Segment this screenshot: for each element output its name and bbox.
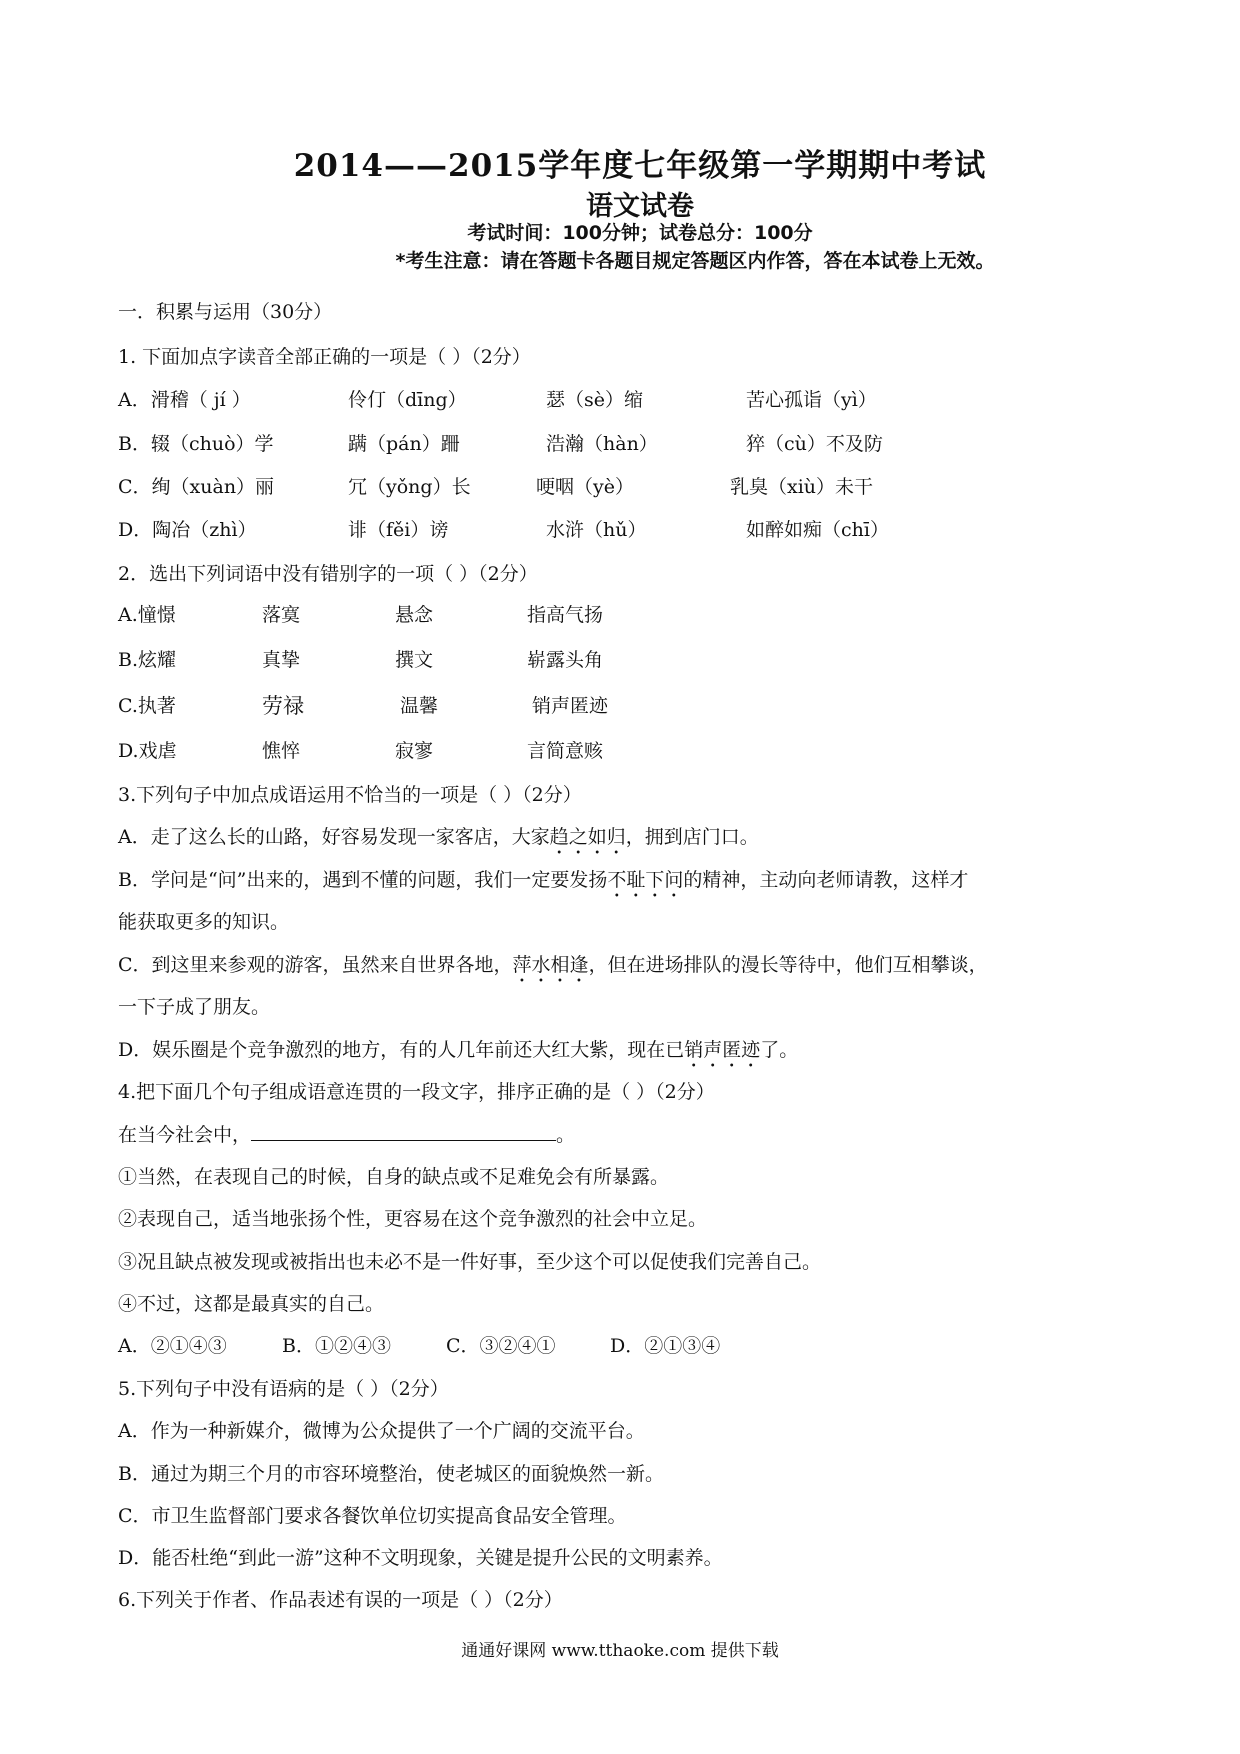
q2-option-d4: 言简意赅 <box>527 740 604 762</box>
q4-sentence-1: ①当然，在表现自己的时候，自身的缺点或不足难免会有所暴露。 <box>118 1166 670 1188</box>
q4-lead-post: 。 <box>556 1124 576 1146</box>
q6-stem: 6.下列关于作者、作品表述有误的一项是（ ）（2分） <box>118 1589 563 1611</box>
q3-option-c-cont: 一下子成了朋友。 <box>118 996 271 1018</box>
q4-option-a: A．②①④③ <box>118 1335 227 1357</box>
q3-stem: 3.下列句子中加点成语运用不恰当的一项是（ ）（2分） <box>118 784 582 806</box>
q3-c-pre: C．到这里来参观的游客，虽然来自世界各地， <box>118 954 513 976</box>
exam-notice: *考生注意：请在答题卡各题目规定答题区内作答，答在本试卷上无效。 <box>395 250 995 272</box>
q2-option-b2: 真挚 <box>262 649 301 671</box>
q3-c-post: ，但在进场排队的漫长等待中，他们互相攀谈， <box>588 954 988 976</box>
q2-option-b3: 撰文 <box>395 649 434 671</box>
q3-option-d <box>118 1038 798 1072</box>
section-title: 一．积累与运用（30分） <box>118 301 333 323</box>
q1-option-d1: D．陶冶（zhì） <box>118 519 257 541</box>
q2-option-c4: 销声匿迹 <box>532 695 609 717</box>
q2-option-a3: 悬念 <box>395 604 434 626</box>
q3-a-pre: A．走了这么长的山路，好容易发现一家客店，大家 <box>118 826 550 848</box>
q1-option-b2: 蹒（pán）跚 <box>348 433 460 455</box>
q1-option-b3: 浩瀚（hàn） <box>546 433 658 455</box>
q1-option-a3: 瑟（sè）缩 <box>546 389 643 411</box>
q2-option-d1: D.戏虐 <box>118 740 177 762</box>
q2-option-c3: 温馨 <box>400 695 439 717</box>
q5-option-c: C．市卫生监督部门要求各餐饮单位切实提高食品安全管理。 <box>118 1505 627 1527</box>
q3-option-b <box>118 868 968 902</box>
q4-lead <box>118 1122 575 1147</box>
exam-title: 2014——2015学年度七年级第一学期期中考试 <box>293 148 987 184</box>
q2-option-b4: 崭露头角 <box>527 649 604 671</box>
q3-d-post: 了。 <box>760 1039 799 1061</box>
footer-source: 通通好课网 www.tthaoke.com 提供下载 <box>461 1641 779 1661</box>
q4-sentence-4: ④不过，这都是最真实的自己。 <box>118 1293 385 1315</box>
q1-option-c1: C．绚（xuàn）丽 <box>118 476 275 498</box>
q5-stem: 5.下列句子中没有语病的是（ ）（2分） <box>118 1378 449 1400</box>
q4-sentence-2: ②表现自己，适当地张扬个性，更容易在这个竞争激烈的社会中立足。 <box>118 1208 708 1230</box>
q4-sentence-3: ③况且缺点被发现或被指出也未必不是一件好事，至少这个可以促使我们完善自己。 <box>118 1251 822 1273</box>
q3-b-post: 的精神，主动向老师请教，这样才 <box>683 869 969 891</box>
q4-option-b: B．①②④③ <box>282 1335 391 1357</box>
q2-option-c2: 劳禄 <box>262 694 304 718</box>
q1-option-a2: 伶仃（dīng） <box>348 389 467 411</box>
q2-option-a4: 指高气扬 <box>527 604 604 626</box>
q1-option-d2: 诽（fěi）谤 <box>348 519 449 541</box>
q5-option-d: D．能否杜绝“到此一游”这种不文明现象，关键是提升公民的文明素养。 <box>118 1547 723 1569</box>
q3-b-pre: B．学问是“问”出来的，遇到不懂的问题，我们一定要发扬 <box>118 869 608 891</box>
q1-option-c4: 乳臭（xiù）未干 <box>730 476 874 498</box>
q2-option-d3: 寂寥 <box>395 740 434 762</box>
q4-stem: 4.把下面几个句子组成语意连贯的一段文字，排序正确的是（ ）（2分） <box>118 1081 715 1103</box>
q3-option-a <box>118 825 759 859</box>
q3-c-idiom: 萍水相逢 <box>512 954 589 976</box>
q1-option-b1: B．辍（chuò）学 <box>118 433 274 455</box>
q3-option-b-cont: 能获取更多的知识。 <box>118 911 290 933</box>
q5-option-b: B．通过为期三个月的市容环境整治，使老城区的面貌焕然一新。 <box>118 1463 664 1485</box>
q1-stem: 1. 下面加点字读音全部正确的一项是（ ）（2分） <box>118 346 531 368</box>
q4-answer-blank <box>251 1122 556 1141</box>
q1-option-c2: 冗（yǒng）长 <box>348 476 471 498</box>
q2-option-b1: B.炫耀 <box>118 649 177 671</box>
q3-option-c <box>118 953 988 987</box>
q3-b-idiom: 不耻下问 <box>607 869 684 891</box>
q3-a-post: ，拥到店门口。 <box>625 826 759 848</box>
q2-option-a2: 落寞 <box>262 604 301 626</box>
q4-option-d: D．②①③④ <box>610 1335 721 1357</box>
q5-option-a: A．作为一种新媒介，微博为公众提供了一个广阔的交流平台。 <box>118 1420 645 1442</box>
q1-option-c3: 哽咽（yè） <box>536 476 634 498</box>
q1-option-a4: 苦心孤诣（yì） <box>746 389 877 411</box>
q2-option-c1: C.执著 <box>118 695 176 717</box>
q3-d-pre: D．娱乐圈是个竞争激烈的地方，有的人几年前还大红大紫，现在已 <box>118 1039 685 1061</box>
q2-option-a1: A.憧憬 <box>118 604 176 626</box>
q3-d-idiom: 销声匿迹 <box>684 1039 761 1061</box>
q2-option-d2: 憔悴 <box>262 740 301 762</box>
q3-a-idiom: 趋之如归 <box>549 826 626 848</box>
exam-info: 考试时间：100分钟；试卷总分：100分 <box>467 222 813 244</box>
q1-option-d3: 水浒（hǔ） <box>546 519 647 541</box>
q1-option-b4: 猝（cù）不及防 <box>746 433 883 455</box>
q4-lead-pre: 在当今社会中， <box>118 1124 252 1146</box>
q2-stem: 2．选出下列词语中没有错别字的一项（ ）（2分） <box>118 563 538 585</box>
q1-option-a1: A．滑稽（ jí ） <box>118 389 251 411</box>
q1-option-d4: 如醉如痴（chī） <box>746 519 889 541</box>
q4-option-c: C．③②④① <box>446 1335 556 1357</box>
exam-subject: 语文试卷 <box>586 191 694 222</box>
